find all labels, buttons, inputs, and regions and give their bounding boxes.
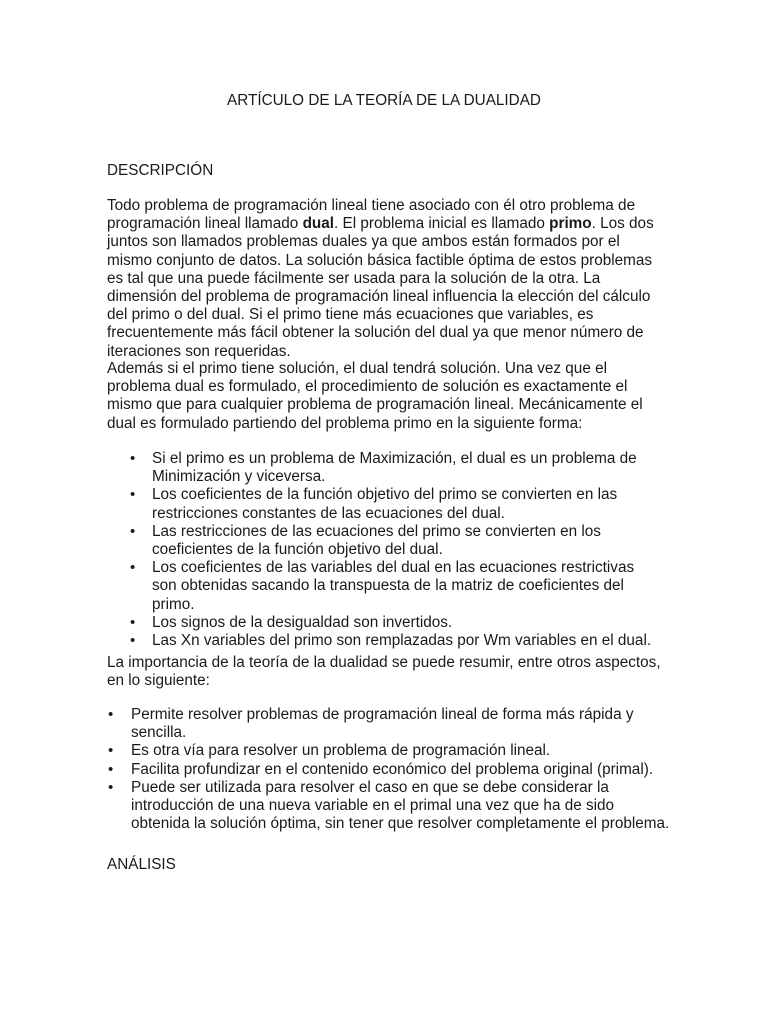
list-item-text: Las restricciones de las ecuaciones del primo se convierten en los coeficientes de la función objetivo del dual. — [152, 522, 601, 559]
list-item — [130, 486, 662, 522]
bullet-icon: • — [130, 486, 136, 504]
list-item — [130, 450, 662, 486]
list-item — [130, 522, 662, 559]
list-item — [108, 760, 671, 779]
paragraph-intro-text-3: . Los dos juntos son llamados problemas duales ya que ambos están formados por el mismo conjunto de datos. La solución básica factible óptima de estos problemas es tal que una puede fácilmente ser usada para la solución de la otra. La dimensión del problema de programación lineal influencia la elección del cálculo del primo o del dual. Si el primo tiene más ecuaciones que variables, es frecuentemente más fácil obtener la solución del dual ya que menor número de iteraciones son requeridas. — [107, 215, 654, 360]
list-item — [130, 559, 662, 614]
paragraph-formulation: Además si el primo tiene solución, el dual tendrá solución. Una vez que el problema dual es formulado, el procedimiento de solución es exactamente el mismo que para cualquier problema de programación lineal. Mecánicamente el dual es formulado partiendo del problema primo en la siguiente forma: — [107, 360, 643, 432]
list-item — [108, 778, 671, 834]
bullet-icon: • — [108, 760, 114, 778]
paragraph-intro — [107, 197, 667, 361]
list-item-text: Si el primo es un problema de Maximización, el dual es un problema de Minimización y viceversa. — [152, 450, 637, 486]
bold-term-dual: dual — [302, 215, 335, 233]
paragraph-intro-text-1: Todo problema de programación lineal tiene asociado con él otro problema de programación lineal llamado — [107, 197, 636, 233]
list-item-text: Puede ser utilizada para resolver el caso en que se debe considerar la introducción de una nueva variable en el primal una vez que ha de sido obtenida la solución óptima, sin tener que resolver completamente el problema. — [131, 778, 670, 833]
importance-list — [108, 706, 671, 833]
bold-term-primo: primo — [549, 215, 592, 233]
list-item-text: Los coeficientes de la función objetivo del primo se convierten en las restricciones constantes de las ecuaciones del dual. — [152, 486, 618, 522]
list-item — [108, 742, 671, 760]
bullet-icon: • — [130, 559, 136, 577]
document-title: ARTÍCULO DE LA TEORÍA DE LA DUALIDAD — [227, 92, 541, 109]
list-item-text: Es otra vía para resolver un problema de programación lineal. — [131, 742, 551, 760]
section-heading-analisis: ANÁLISIS — [107, 856, 176, 873]
section-heading-descripcion: DESCRIPCIÓN — [107, 162, 214, 179]
list-item-text: Facilita profundizar en el contenido económico del problema original (primal). — [131, 760, 654, 778]
list-item — [130, 632, 662, 650]
bullet-icon: • — [108, 778, 114, 796]
list-item-text: Las Xn variables del primo son remplazadas por Wm variables en el dual. — [152, 632, 652, 650]
paragraph-importance: La importancia de la teoría de la dualidad se puede resumir, entre otros aspectos, en lo siguiente: — [107, 654, 661, 690]
bullet-icon: • — [130, 522, 136, 540]
formulation-rules-list — [130, 450, 662, 650]
list-item-text: Los signos de la desigualdad son invertidos. — [152, 613, 453, 631]
list-item-text: Los coeficientes de las variables del dual en las ecuaciones restrictivas son obtenidas sacando la transpuesta de la matriz de coeficientes del primo. — [152, 559, 635, 613]
bullet-icon: • — [108, 706, 114, 723]
bullet-icon: • — [130, 632, 136, 650]
list-item-text: Permite resolver problemas de programación lineal de forma más rápida y sencilla. — [131, 706, 634, 742]
bullet-icon: • — [130, 450, 136, 467]
bullet-icon: • — [108, 742, 114, 760]
paragraph-intro-text-2: . El problema inicial es llamado — [334, 215, 550, 233]
list-item — [130, 613, 662, 632]
list-item — [108, 706, 671, 742]
bullet-icon: • — [130, 613, 136, 631]
